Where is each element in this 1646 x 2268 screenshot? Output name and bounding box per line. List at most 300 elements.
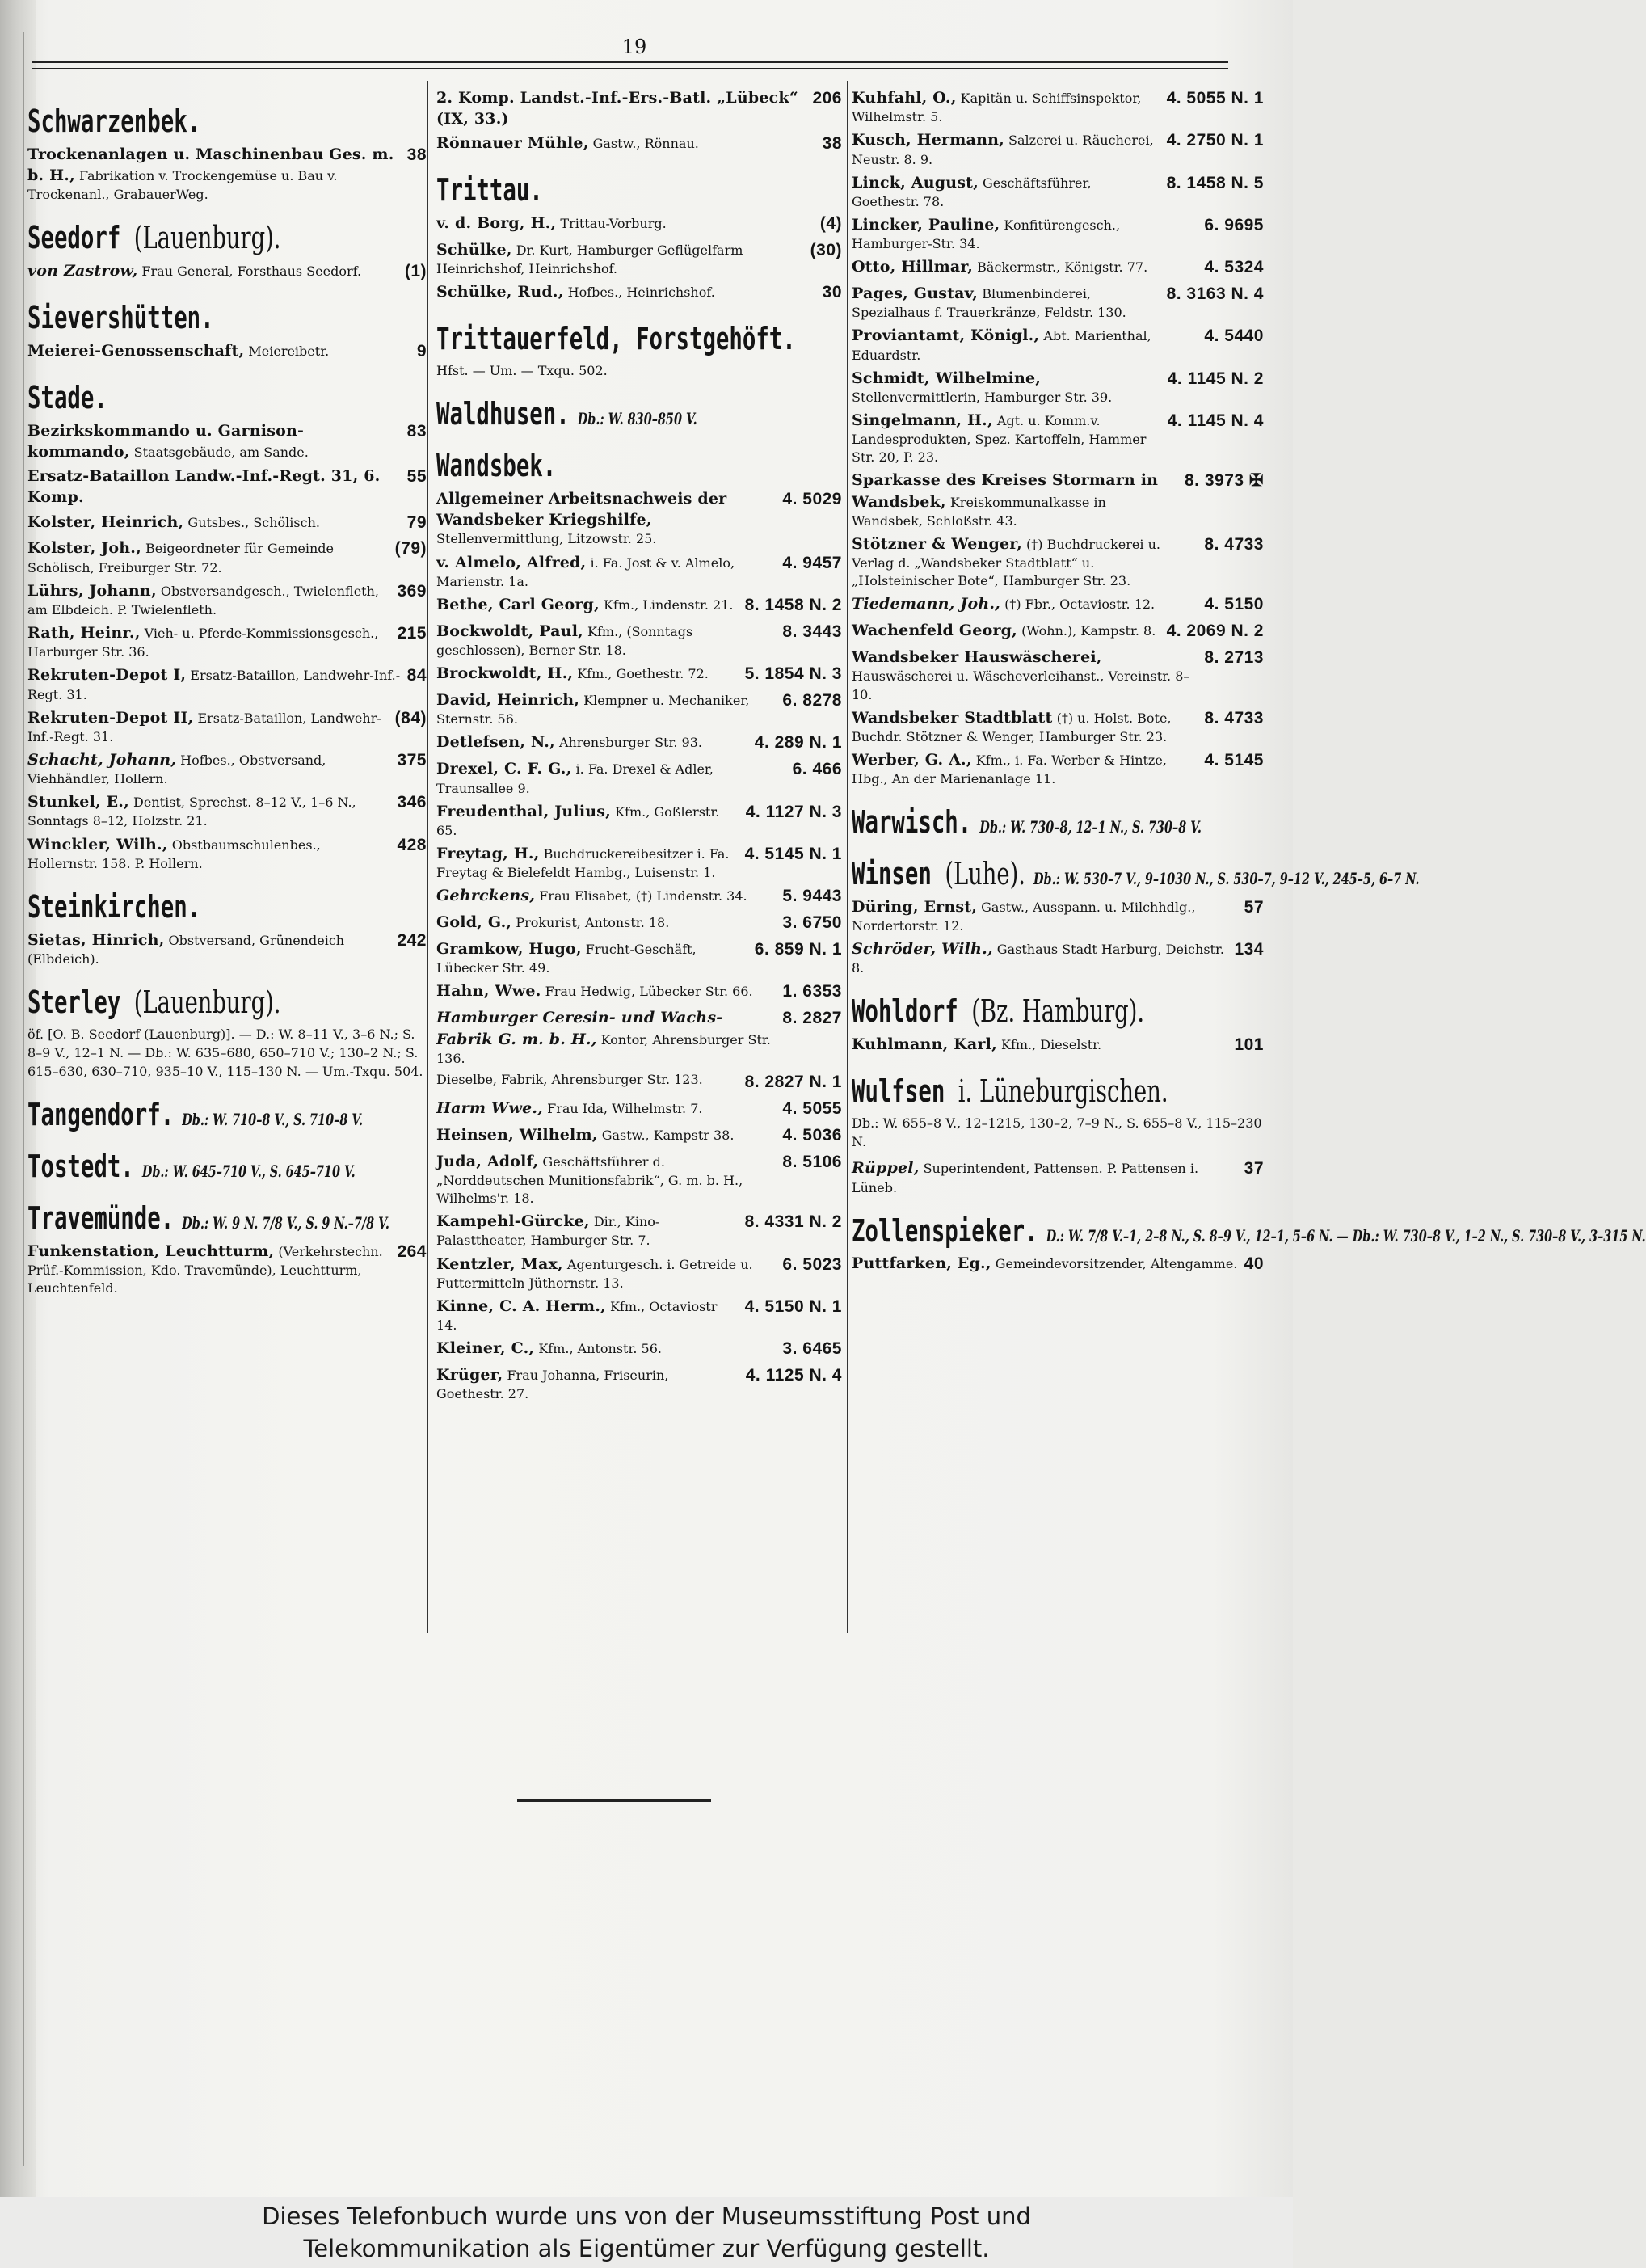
phone-number: (30) bbox=[810, 241, 842, 260]
phone-number: 30 bbox=[822, 283, 842, 302]
subscriber-name: Meierei-Genossenschaft, bbox=[27, 341, 245, 360]
directory-entry bbox=[436, 594, 844, 618]
subscriber-detail: Meiereibetr. bbox=[248, 343, 330, 359]
place-suffix: (Luhe). bbox=[945, 856, 1025, 892]
subscriber-name: Hamburger Ceresin- und Wachs-Fabrik G. m. b. H., bbox=[436, 1009, 723, 1048]
phone-number: 8. 3163 N. 4 bbox=[1166, 285, 1264, 304]
subscriber-name: Rüppel, bbox=[852, 1159, 920, 1178]
place-heading bbox=[852, 1073, 1168, 1110]
phone-number: 8. 2713 bbox=[1204, 648, 1264, 668]
phone-number: 8. 4733 bbox=[1204, 534, 1264, 554]
subscriber-detail: Gemeindevorsitzender, Altengamme. bbox=[995, 1256, 1238, 1272]
place-heading bbox=[27, 301, 316, 335]
place-name: Trittauerfeld, Forstgehöft. bbox=[436, 321, 796, 357]
directory-entry bbox=[852, 1034, 1265, 1057]
place-section bbox=[852, 806, 1265, 840]
directory-entry bbox=[27, 466, 428, 508]
subscriber-name: Singelmann, H., bbox=[852, 411, 993, 430]
directory-entry bbox=[27, 144, 428, 204]
phone-number: 4. 289 N. 1 bbox=[754, 733, 842, 752]
place-heading bbox=[852, 856, 1420, 892]
subscriber-detail: Frau Johanna, Friseurin, Goethestr. 27. bbox=[436, 1368, 669, 1402]
place-heading bbox=[27, 986, 316, 1020]
subscriber-detail: Hofbes., Heinrichshof. bbox=[567, 285, 715, 301]
place-section bbox=[27, 301, 428, 364]
directory-entry bbox=[852, 533, 1265, 590]
directory-entry bbox=[436, 912, 844, 935]
phone-number: (4) bbox=[819, 214, 842, 234]
directory-entry bbox=[852, 129, 1265, 168]
directory-entry bbox=[436, 801, 844, 840]
subscriber-name: Winckler, Wilh., bbox=[27, 835, 168, 854]
place-heading bbox=[436, 398, 730, 432]
phone-number: 8. 2827 N. 1 bbox=[744, 1072, 842, 1091]
phone-number: 4. 5055 N. 1 bbox=[1166, 89, 1264, 107]
phone-number: 4. 1125 N. 4 bbox=[745, 1366, 842, 1385]
place-section bbox=[436, 449, 844, 1403]
header-rule bbox=[32, 61, 1228, 63]
phone-number: 6. 466 bbox=[792, 760, 842, 779]
subscriber-name: Heinsen, Wilhelm, bbox=[436, 1125, 598, 1144]
place-name: Sterley bbox=[27, 984, 121, 1020]
service-hours: D.: W. 7/8 V.–1, 2–8 N., S. 8–9 V., 12–1, 5–6 N. — Db.: W. 730–8 V., 1–2 N., S. 730–8 V., 3–315 N. bbox=[1046, 1225, 1646, 1246]
directory-entry bbox=[852, 1253, 1265, 1276]
subscriber-name: Bethe, Carl Georg, bbox=[436, 595, 600, 613]
directory-entry bbox=[27, 707, 428, 746]
directory-entry bbox=[436, 488, 844, 549]
subscriber-detail: Obstversandgesch., Twielenfleth, am Elbdeich. P. Twielenfleth. bbox=[27, 583, 379, 618]
subscriber-name: Stunkel, E., bbox=[27, 793, 129, 812]
subscriber-name: v. Almelo, Alfred, bbox=[436, 553, 587, 571]
place-name: Schwarzenbek. bbox=[27, 103, 201, 139]
subscriber-name: Pages, Gustav, bbox=[852, 285, 979, 303]
subscriber-detail: Kfm., Goethestr. 72. bbox=[577, 666, 709, 682]
directory-entry bbox=[852, 896, 1265, 935]
phone-number: 8. 1458 N. 5 bbox=[1166, 173, 1264, 192]
place-section bbox=[27, 379, 428, 873]
subscriber-detail: Agenturgesch. i. Getreide u. Futtermitteln Jüthornstr. 13. bbox=[436, 1256, 753, 1291]
subscriber-name: Düring, Ernst, bbox=[852, 897, 978, 916]
subscriber-detail: Geschäftsführer d. „Norddeutschen Munitionsfabrik“, G. m. b. H., Wilhelms'r. 18. bbox=[436, 1153, 743, 1207]
directory-entry bbox=[436, 133, 844, 156]
place-name: Zollenspieker. bbox=[852, 1212, 1038, 1249]
phone-number: 4. 5055 bbox=[782, 1098, 842, 1118]
column-2 bbox=[436, 87, 844, 1406]
phone-number: 264 bbox=[397, 1241, 427, 1261]
subscriber-detail: Dir., Kino-Palasttheater, Hamburger Str. 7. bbox=[436, 1214, 660, 1249]
subscriber-detail: Frucht-Geschäft, Lübecker Str. 49. bbox=[436, 942, 697, 976]
subscriber-detail: Ersatz-Bataillon, Landwehr-Inf.-Regt. 31. bbox=[27, 710, 381, 744]
subscriber-name: von Zastrow, bbox=[27, 262, 138, 280]
phone-number: 83 bbox=[406, 421, 427, 441]
subscriber-detail: Stellenvermittlerin, Hamburger Str. 39. bbox=[852, 389, 1113, 405]
place-name: Wohldorf bbox=[852, 993, 958, 1030]
subscriber-detail: Frau Elisabet, (†) Lindenstr. 34. bbox=[539, 888, 747, 904]
directory-entry bbox=[436, 1098, 844, 1121]
subscriber-detail: Gastw., Kampstr 38. bbox=[601, 1127, 735, 1143]
place-name: Wulfsen bbox=[852, 1073, 945, 1110]
phone-number: 6. 859 N. 1 bbox=[754, 940, 842, 959]
place-heading bbox=[436, 449, 730, 483]
place-heading bbox=[27, 379, 316, 415]
phone-number: 375 bbox=[397, 750, 427, 769]
subscriber-detail: Hofbes., Obstversand, Viehhändler, Hollern. bbox=[27, 752, 326, 787]
phone-number: 8. 4733 bbox=[1204, 708, 1264, 727]
subscriber-name: Bockwoldt, Paul, bbox=[436, 622, 583, 640]
column-divider bbox=[847, 81, 848, 1633]
subscriber-detail: Obstbaumschulenbes., Hollernstr. 158. P. Hollern. bbox=[27, 837, 321, 871]
directory-entry bbox=[27, 664, 428, 703]
place-info: öf. [O. B. Seedorf (Lauenburg)]. — D.: W. 8–11 V., 3–6 N.; S. 8–9 V., 12–1 N. — Db.: W. 635–680, 650–710 V.; 130–2 N.; S. 615–630, 630–710, 935–10 V., 115–130 N. — Um.-Txqu. 504. bbox=[27, 1026, 423, 1080]
directory-entry bbox=[436, 758, 844, 797]
phone-number: 8. 4331 N. 2 bbox=[744, 1212, 842, 1232]
subscriber-detail: Trittau-Vorburg. bbox=[560, 216, 667, 232]
directory-entry bbox=[852, 647, 1265, 703]
place-section bbox=[436, 174, 844, 305]
subscriber-detail: Konfitürengesch., Hamburger-Str. 34. bbox=[852, 217, 1121, 252]
directory-entry bbox=[436, 1124, 844, 1148]
directory-entry bbox=[436, 731, 844, 755]
place-info: Hfst. — Um. — Txqu. 502. bbox=[436, 363, 608, 379]
subscriber-detail: (†) Fbr., Octaviostr. 12. bbox=[1004, 597, 1156, 613]
subscriber-name: Kleiner, C., bbox=[436, 1339, 535, 1358]
subscriber-name: Kolster, Joh., bbox=[27, 539, 141, 558]
subscriber-name: Allgemeiner Arbeitsnachweis der Wandsbeker Kriegshilfe, bbox=[436, 490, 727, 529]
service-hours: Db.: W. 530–7 V., 9–1030 N., S. 530–7, 9–12 V., 245–5, 6–7 N. bbox=[1033, 869, 1420, 889]
place-name: Sievershütten. bbox=[27, 300, 214, 336]
phone-number: (79) bbox=[394, 539, 427, 559]
subscriber-detail: Ersatz-Bataillon, Landwehr-Inf.-Regt. 31. bbox=[27, 668, 401, 702]
subscriber-detail: (†) Buchdruckerei u. Verlag d. „Wandsbeker Stadtblatt“ u. „Holsteinischer Bote“, Hamburger Str. 23. bbox=[852, 536, 1160, 589]
subscriber-detail: Gastw., Rönnau. bbox=[592, 136, 699, 152]
directory-entry bbox=[436, 843, 844, 882]
subscriber-detail: Geschäftsführer, Goethestr. 78. bbox=[852, 175, 1092, 209]
subscriber-name: Schacht, Johann, bbox=[27, 750, 177, 769]
phone-number: 4. 5150 N. 1 bbox=[744, 1296, 842, 1316]
place-suffix: (Lauenburg). bbox=[133, 220, 281, 256]
subscriber-detail: Gastw., Ausspann. u. Milchhdlg., Nordertorstr. 12. bbox=[852, 899, 1196, 934]
phone-number: 101 bbox=[1234, 1035, 1264, 1055]
phone-number: 134 bbox=[1234, 940, 1264, 959]
place-name: Wandsbek. bbox=[436, 448, 557, 484]
column-3 bbox=[852, 87, 1646, 1279]
subscriber-name: Stötzner & Wenger, bbox=[852, 534, 1022, 553]
subscriber-detail: Hauswäscherei u. Wäscheverleihanst., Vereinstr. 8–10. bbox=[852, 668, 1190, 702]
phone-number: 40 bbox=[1244, 1254, 1264, 1274]
service-hours: Db.: W. 645–710 V., S. 645–710 V. bbox=[141, 1161, 356, 1182]
directory-entry bbox=[852, 707, 1265, 746]
subscriber-detail: Staatsgebäude, am Sande. bbox=[133, 444, 309, 460]
directory-entry bbox=[436, 1254, 844, 1292]
subscriber-detail: Dieselbe, Fabrik, Ahrensburger Str. 123. bbox=[436, 1071, 703, 1087]
directory-entry bbox=[436, 213, 844, 236]
subscriber-detail: Kfm., Antonstr. 56. bbox=[538, 1341, 662, 1357]
phone-number: 4. 5150 bbox=[1204, 595, 1264, 614]
phone-number: 6. 5023 bbox=[782, 1254, 842, 1274]
subscriber-name: Kolster, Heinrich, bbox=[27, 512, 184, 531]
phone-number: 206 bbox=[812, 89, 842, 107]
directory-entry bbox=[436, 1071, 844, 1094]
directory-entry bbox=[436, 1211, 844, 1250]
subscriber-name: Rath, Heinr., bbox=[27, 624, 141, 643]
place-section bbox=[27, 986, 428, 1081]
phone-number: 428 bbox=[397, 835, 427, 854]
place-heading bbox=[27, 221, 316, 255]
directory-entry bbox=[852, 256, 1265, 280]
phone-number: 4. 1145 N. 2 bbox=[1167, 369, 1264, 388]
subscriber-detail: Gutsbes., Schölisch. bbox=[187, 514, 320, 530]
place-name: Trittau. bbox=[436, 172, 543, 209]
directory-entry bbox=[27, 1241, 428, 1297]
phone-number: 37 bbox=[1244, 1159, 1264, 1178]
phone-number: 369 bbox=[397, 581, 427, 601]
phone-number: 3. 6465 bbox=[782, 1339, 842, 1359]
subscriber-detail: Prokurist, Antonstr. 18. bbox=[516, 915, 670, 931]
phone-number: 6. 9695 bbox=[1204, 215, 1264, 234]
subscriber-detail: Frau General, Forsthaus Seedorf. bbox=[141, 263, 362, 280]
subscriber-detail: Salzerei u. Räucherei, Neustr. 8. 9. bbox=[852, 133, 1154, 167]
directory-entry bbox=[436, 281, 844, 305]
place-section bbox=[436, 322, 844, 380]
phone-number: 4. 1127 N. 3 bbox=[745, 802, 842, 821]
phone-number: 5. 1854 N. 3 bbox=[744, 664, 842, 684]
directory-entry bbox=[436, 938, 844, 977]
phone-number: 4. 5324 bbox=[1204, 258, 1264, 277]
phone-number: 8. 3443 bbox=[782, 622, 842, 641]
subscriber-detail: Dentist, Sprechst. 8–12 V., 1–6 N., Sonntags 8–12, Holzstr. 21. bbox=[27, 795, 356, 829]
subscriber-name: Sietas, Hinrich, bbox=[27, 930, 165, 949]
subscriber-name: Rekruten-Depot I, bbox=[27, 666, 187, 685]
subscriber-detail: (Verkehrstechn. Prüf.-Kommission, Kdo. Travemünde), Leuchtturm, Leuchtenfeld. bbox=[27, 1243, 383, 1296]
place-name: Winsen bbox=[852, 856, 932, 892]
subscriber-detail: Blumenbinderei, Spezialhaus f. Trauerkränze, Feldstr. 130. bbox=[852, 286, 1126, 321]
directory-entry bbox=[27, 537, 428, 576]
phone-number: 38 bbox=[406, 145, 427, 164]
subscriber-name: Kentzler, Max, bbox=[436, 1254, 563, 1273]
subscriber-detail: Frau Ida, Wilhelmstr. 7. bbox=[547, 1100, 703, 1116]
phone-number: 242 bbox=[397, 930, 427, 950]
place-heading bbox=[436, 174, 730, 208]
place-name: Travemünde. bbox=[27, 1199, 175, 1236]
subscriber-name: Funkenstation, Leuchtturm, bbox=[27, 1241, 275, 1260]
phone-number: (84) bbox=[394, 708, 427, 727]
directory-entry bbox=[852, 172, 1265, 211]
place-heading bbox=[27, 1199, 389, 1236]
subscriber-detail: Vieh- u. Pferde-Kommissionsgesch., Harburger Str. 36. bbox=[27, 626, 379, 660]
subscriber-name: Gehrckens, bbox=[436, 887, 536, 905]
subscriber-name: Lincker, Pauline, bbox=[852, 215, 1000, 234]
subscriber-detail: Dr. Kurt, Hamburger Geflügelfarm Heinrichshof, Heinrichshof. bbox=[436, 242, 743, 277]
directory-entry bbox=[436, 1007, 844, 1068]
directory-entry bbox=[852, 283, 1265, 322]
directory-entry bbox=[27, 930, 428, 968]
subscriber-name: v. d. Borg, H., bbox=[436, 214, 557, 233]
footer-notice bbox=[0, 2197, 1293, 2268]
service-hours: Db.: W. 9 N. 7/8 V., S. 9 N.–7/8 V. bbox=[182, 1212, 389, 1233]
directory-entry bbox=[27, 622, 428, 661]
phone-number: 8. 2827 bbox=[782, 1009, 842, 1028]
subscriber-name: Sparkasse des Kreises Stormarn in Wandsbek, bbox=[852, 471, 1159, 511]
phone-number: 4. 2069 N. 2 bbox=[1166, 622, 1264, 641]
directory-entry bbox=[436, 689, 844, 728]
footer-line-1: Dieses Telefonbuch wurde uns von der Museumsstiftung Post und bbox=[262, 2203, 1031, 2230]
directory-entry bbox=[27, 340, 428, 364]
place-name: Waldhusen. bbox=[436, 396, 570, 432]
directory-entry bbox=[27, 791, 428, 830]
place-name: Stade. bbox=[27, 379, 107, 415]
subscriber-detail: Kfm., i. Fa. Werber & Hintze, Hbg., An der Marienanlage 11. bbox=[852, 752, 1167, 787]
phone-number: 84 bbox=[406, 666, 427, 685]
subscriber-detail: Klempner u. Mechaniker, Sternstr. 56. bbox=[436, 693, 750, 727]
subscriber-name: Krüger, bbox=[436, 1366, 503, 1385]
subscriber-name: Harm Wwe., bbox=[436, 1098, 544, 1117]
end-separator bbox=[517, 1799, 711, 1802]
phone-number: 1. 6353 bbox=[782, 982, 842, 1001]
place-heading bbox=[27, 888, 316, 925]
subscriber-detail: Kontor, Ahrensburger Str. 136. bbox=[436, 1031, 771, 1066]
directory-entry bbox=[436, 87, 844, 129]
subscriber-detail: Beigeordneter für Gemeinde Schölisch, Freiburger Str. 72. bbox=[27, 541, 334, 575]
page-number: 19 bbox=[621, 36, 647, 58]
subscriber-detail: Fabrikation v. Trockengemüse u. Bau v. Trockenanl., GrabauerWeg. bbox=[27, 168, 338, 203]
subscriber-detail: (Wohn.), Kampstr. 8. bbox=[1021, 623, 1156, 639]
directory-entry bbox=[436, 1364, 844, 1403]
directory-entry bbox=[27, 512, 428, 535]
phone-number: 8. 1458 N. 2 bbox=[744, 595, 842, 614]
phone-number: 8. 5106 bbox=[782, 1152, 842, 1171]
phone-number: 57 bbox=[1244, 897, 1264, 917]
directory-entry bbox=[436, 1296, 844, 1334]
phone-number: 346 bbox=[397, 793, 427, 812]
subscriber-detail: Kfm., (Sonntags geschlossen), Berner Str. 18. bbox=[436, 623, 693, 659]
directory-entry bbox=[436, 980, 844, 1004]
subscriber-name: Wandsbeker Hauswäscherei, bbox=[852, 648, 1102, 667]
subscriber-name: Otto, Hillmar, bbox=[852, 258, 974, 276]
place-heading bbox=[27, 1149, 356, 1185]
place-section bbox=[436, 87, 844, 156]
subscriber-detail: Kreiskommunalkasse in Wandsbek, Schloßstr. 43. bbox=[852, 494, 1106, 529]
place-section bbox=[27, 221, 428, 284]
phone-number: 9 bbox=[416, 341, 427, 360]
place-section bbox=[27, 888, 428, 968]
subscriber-name: Trockenanlagen u. Maschinenbau Ges. m. b. H., bbox=[27, 145, 394, 185]
directory-entry bbox=[436, 621, 844, 660]
place-name: Tostedt. bbox=[27, 1149, 134, 1185]
place-heading bbox=[852, 804, 1202, 841]
place-section bbox=[27, 1150, 428, 1184]
directory-entry bbox=[852, 938, 1265, 977]
directory-entry bbox=[852, 410, 1265, 466]
directory-entry bbox=[436, 663, 844, 686]
phone-number: 6. 8278 bbox=[782, 691, 842, 710]
directory-entry bbox=[852, 749, 1265, 788]
directory-entry bbox=[436, 552, 844, 591]
place-name: Warwisch. bbox=[852, 804, 972, 841]
subscriber-name: Tiedemann, Joh., bbox=[852, 595, 1000, 613]
subscriber-name: 2. Komp. Landst.-Inf.-Ers.-Batl. „Lübeck“ (IX, 33.) bbox=[436, 89, 798, 129]
place-name: Tangendorf. bbox=[27, 1097, 175, 1133]
directory-entry bbox=[852, 325, 1265, 364]
phone-number: 4. 5036 bbox=[782, 1125, 842, 1145]
subscriber-detail: Kfm., Dieselstr. bbox=[1000, 1037, 1102, 1053]
column-1 bbox=[27, 87, 428, 1301]
place-suffix: i. Lüneburgischen. bbox=[958, 1073, 1168, 1110]
subscriber-detail: i. Fa. Jost & v. Almelo, Marienstr. 1a. bbox=[436, 554, 735, 589]
subscriber-name: Bezirkskommando u. Garnison-kommando, bbox=[27, 421, 305, 461]
phone-number: 3. 6750 bbox=[782, 913, 842, 933]
subscriber-name: Schülke, Rud., bbox=[436, 283, 564, 301]
place-section bbox=[436, 398, 844, 432]
subscriber-name: Freudenthal, Julius, bbox=[436, 802, 611, 820]
subscriber-name: Rönnauer Mühle, bbox=[436, 134, 589, 153]
subscriber-detail: Buchdruckereibesitzer i. Fa. Freytag & Bielefeldt Hambg., Luisenstr. 1. bbox=[436, 845, 730, 881]
place-heading bbox=[852, 995, 1150, 1029]
subscriber-name: Ersatz-Bataillon Landw.-Inf.-Regt. 31, 6. Komp. bbox=[27, 467, 381, 507]
subscriber-name: Kuhlmann, Karl, bbox=[852, 1035, 997, 1054]
subscriber-name: Juda, Adolf, bbox=[436, 1152, 539, 1170]
place-suffix: (Lauenburg). bbox=[133, 984, 281, 1020]
subscriber-name: Wachenfeld Georg, bbox=[852, 622, 1017, 640]
directory-entry bbox=[27, 420, 428, 462]
subscriber-detail: Gasthaus Stadt Harburg, Deichstr. 8. bbox=[852, 942, 1224, 976]
subscriber-name: Kuhfahl, O., bbox=[852, 89, 957, 107]
subscriber-name: Freytag, H., bbox=[436, 844, 540, 862]
subscriber-name: Brockwoldt, H., bbox=[436, 664, 574, 683]
phone-number: 215 bbox=[397, 624, 427, 643]
subscriber-name: Detlefsen, N., bbox=[436, 733, 555, 752]
phone-number: 38 bbox=[822, 134, 842, 154]
directory-entry bbox=[852, 593, 1265, 617]
subscriber-name: Proviantamt, Königl., bbox=[852, 327, 1040, 345]
place-section bbox=[27, 105, 428, 204]
place-name: Steinkirchen. bbox=[27, 888, 201, 925]
phone-number: 4. 5145 bbox=[1204, 750, 1264, 769]
directory-entry bbox=[27, 749, 428, 788]
footer-line-2: Telekommunikation als Eigentümer zur Verfügung gestellt. bbox=[303, 2235, 990, 2262]
subscriber-name: Hahn, Wwe. bbox=[436, 982, 541, 1001]
phone-number: 8. 3973 ✠ bbox=[1185, 471, 1264, 491]
directory-entry bbox=[436, 1338, 844, 1361]
place-heading bbox=[27, 105, 316, 139]
subscriber-name: Schmidt, Wilhelmine, bbox=[852, 369, 1042, 387]
subscriber-detail: Bäckermstr., Königstr. 77. bbox=[977, 259, 1148, 276]
place-section bbox=[852, 1212, 1646, 1277]
subscriber-detail: Kapitän u. Schiffsinspektor, Wilhelmstr. 5. bbox=[852, 91, 1142, 125]
directory-entry bbox=[27, 260, 428, 284]
place-section bbox=[27, 1098, 428, 1132]
phone-number: 4. 9457 bbox=[782, 553, 842, 572]
header-rule-thin bbox=[32, 68, 1228, 69]
place-heading bbox=[436, 321, 796, 357]
place-section bbox=[27, 1199, 428, 1297]
phone-number: 4. 1145 N. 4 bbox=[1167, 411, 1264, 431]
directory-entry bbox=[27, 580, 428, 619]
directory-entry bbox=[852, 214, 1265, 253]
subscriber-name: Kampehl-Gürcke, bbox=[436, 1212, 590, 1231]
subscriber-name: Puttfarken, Eg., bbox=[852, 1254, 991, 1273]
place-section bbox=[852, 1075, 1265, 1196]
subscriber-name: Gold, G., bbox=[436, 913, 512, 932]
subscriber-detail: Kfm., Goßlerstr. 65. bbox=[436, 803, 720, 838]
phone-number: 55 bbox=[406, 467, 427, 487]
subscriber-detail: Stellenvermittlung, Litzowstr. 25. bbox=[436, 531, 657, 547]
place-heading bbox=[27, 1097, 364, 1133]
subscriber-name: Lührs, Johann, bbox=[27, 581, 157, 600]
phone-number: 4. 2750 N. 1 bbox=[1166, 131, 1264, 150]
subscriber-name: Kusch, Hermann, bbox=[852, 131, 1004, 150]
service-hours: Db.: W. 710–8 V., S. 710–8 V. bbox=[182, 1110, 364, 1130]
subscriber-detail: Superintendent, Pattensen. P. Pattensen i. Lüneb. bbox=[852, 1161, 1199, 1195]
